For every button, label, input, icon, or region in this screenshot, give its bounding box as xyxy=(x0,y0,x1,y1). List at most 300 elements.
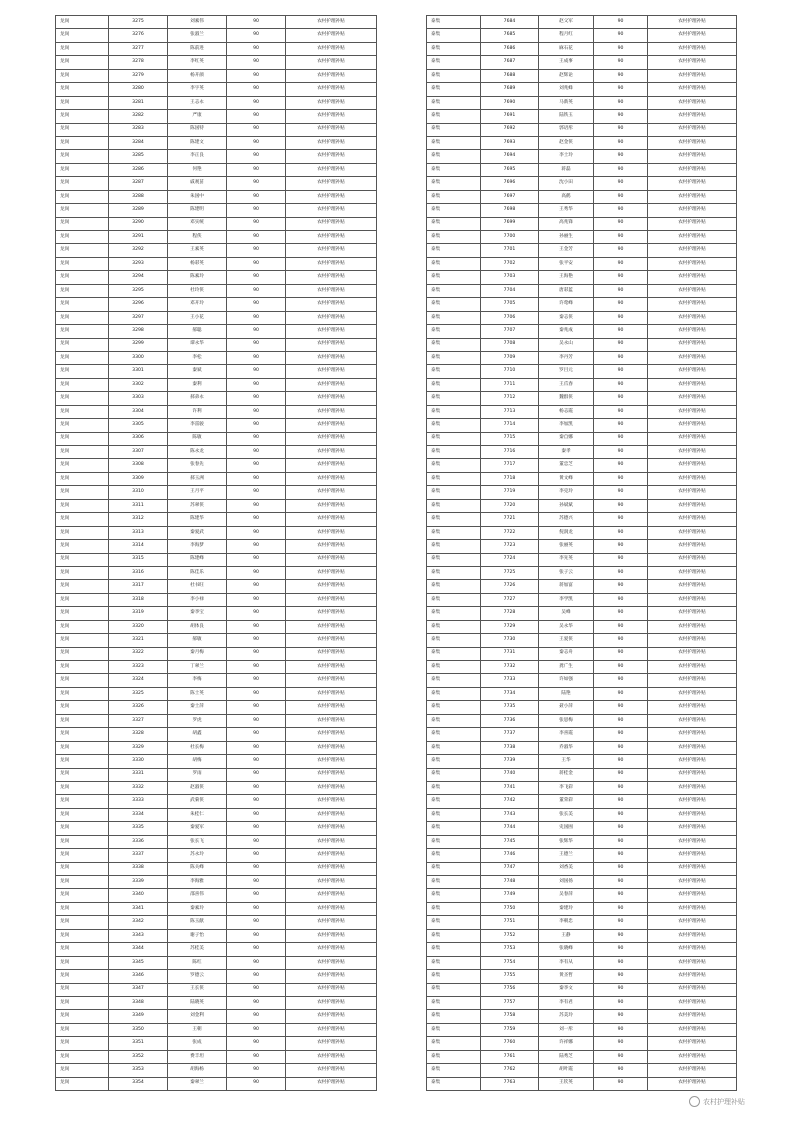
name-cell: 王小花 xyxy=(168,311,227,324)
table-row xyxy=(56,136,377,149)
amount-cell: 90 xyxy=(594,204,648,217)
serial-cell: 7739 xyxy=(481,755,539,768)
serial-cell: 3324 xyxy=(109,674,168,687)
serial-cell: 3293 xyxy=(109,257,168,270)
category-cell: 农村护理补贴 xyxy=(648,1023,737,1036)
amount-cell: 90 xyxy=(227,1010,286,1023)
table-row xyxy=(427,257,737,270)
table-row xyxy=(427,983,737,996)
table-row xyxy=(56,311,377,324)
town-cell: 泰集 xyxy=(427,849,481,862)
town-cell: 泰集 xyxy=(427,701,481,714)
town-cell: 泰集 xyxy=(427,472,481,485)
town-cell: 泰集 xyxy=(427,553,481,566)
amount-cell: 90 xyxy=(227,687,286,700)
amount-cell: 90 xyxy=(227,647,286,660)
category-cell: 农村护理补贴 xyxy=(648,849,737,862)
serial-cell: 3308 xyxy=(109,459,168,472)
town-cell: 龙岗 xyxy=(56,956,109,969)
name-cell: 郝玉洲 xyxy=(168,472,227,485)
town-cell: 龙岗 xyxy=(56,96,109,109)
table-row xyxy=(56,42,377,55)
category-cell: 农村护理补贴 xyxy=(648,378,737,391)
town-cell: 龙岗 xyxy=(56,42,109,55)
category-cell: 农村护理补贴 xyxy=(648,69,737,82)
amount-cell: 90 xyxy=(594,472,648,485)
serial-cell: 3304 xyxy=(109,405,168,418)
name-cell: 张春先 xyxy=(168,459,227,472)
amount-cell: 90 xyxy=(227,781,286,794)
town-cell: 泰集 xyxy=(427,755,481,768)
amount-cell: 90 xyxy=(227,69,286,82)
name-cell: 李有从 xyxy=(539,956,594,969)
serial-cell: 7746 xyxy=(481,849,539,862)
name-cell: 胡叶霞 xyxy=(539,1064,594,1077)
category-cell: 农村护理补贴 xyxy=(648,1050,737,1063)
category-cell: 农村护理补贴 xyxy=(286,741,377,754)
name-cell: 张淑兰 xyxy=(168,29,227,42)
category-cell: 农村护理补贴 xyxy=(286,217,377,230)
serial-cell: 3287 xyxy=(109,177,168,190)
table-row xyxy=(427,781,737,794)
category-cell: 农村护理补贴 xyxy=(648,365,737,378)
table-row xyxy=(56,69,377,82)
town-cell: 泰集 xyxy=(427,459,481,472)
table-row xyxy=(427,1050,737,1063)
name-cell: 陆铁玉 xyxy=(539,110,594,123)
town-cell: 龙岗 xyxy=(56,1023,109,1036)
name-cell: 刘国扬 xyxy=(539,876,594,889)
serial-cell: 7713 xyxy=(481,405,539,418)
category-cell: 农村护理补贴 xyxy=(286,822,377,835)
amount-cell: 90 xyxy=(594,526,648,539)
table-row xyxy=(56,150,377,163)
category-cell: 农村护理补贴 xyxy=(286,163,377,176)
category-cell: 农村护理补贴 xyxy=(286,365,377,378)
town-cell: 泰集 xyxy=(427,150,481,163)
category-cell: 农村护理补贴 xyxy=(648,916,737,929)
table-row xyxy=(427,486,737,499)
name-cell: 邓开玲 xyxy=(168,298,227,311)
town-cell: 龙岗 xyxy=(56,902,109,915)
town-cell: 龙岗 xyxy=(56,1050,109,1063)
table-row xyxy=(427,849,737,862)
table-row xyxy=(56,674,377,687)
town-cell: 龙岗 xyxy=(56,365,109,378)
category-cell: 农村护理补贴 xyxy=(648,876,737,889)
table-row xyxy=(427,56,737,69)
serial-cell: 7688 xyxy=(481,69,539,82)
name-cell: 李松 xyxy=(168,351,227,364)
table-row xyxy=(427,83,737,96)
table-row xyxy=(427,607,737,620)
table-row xyxy=(427,432,737,445)
serial-cell: 3316 xyxy=(109,566,168,579)
category-cell: 农村护理补贴 xyxy=(286,714,377,727)
table-row xyxy=(56,325,377,338)
category-cell: 农村护理补贴 xyxy=(648,56,737,69)
serial-cell: 3294 xyxy=(109,271,168,284)
amount-cell: 90 xyxy=(227,580,286,593)
serial-cell: 7761 xyxy=(481,1050,539,1063)
name-cell: 李梅 xyxy=(168,674,227,687)
serial-cell: 7763 xyxy=(481,1077,539,1090)
town-cell: 龙岗 xyxy=(56,446,109,459)
town-cell: 泰集 xyxy=(427,889,481,902)
serial-cell: 3280 xyxy=(109,83,168,96)
category-cell: 农村护理补贴 xyxy=(648,432,737,445)
subsidy-table-right xyxy=(426,15,737,1091)
name-cell: 孙斌斌 xyxy=(539,499,594,512)
category-cell: 农村护理补贴 xyxy=(648,687,737,700)
category-cell: 农村护理补贴 xyxy=(286,311,377,324)
name-cell: 陈佳乐 xyxy=(168,566,227,579)
amount-cell: 90 xyxy=(594,902,648,915)
category-cell: 农村护理补贴 xyxy=(648,204,737,217)
town-cell: 龙岗 xyxy=(56,1010,109,1023)
name-cell: 秦建玲 xyxy=(539,902,594,915)
town-cell: 泰集 xyxy=(427,16,481,29)
category-cell: 农村护理补贴 xyxy=(648,177,737,190)
name-cell: 秦士萍 xyxy=(168,701,227,714)
table-row xyxy=(427,244,737,257)
town-cell: 龙岗 xyxy=(56,1077,109,1090)
name-cell: 王爪春 xyxy=(539,378,594,391)
table-row xyxy=(56,795,377,808)
serial-cell: 7743 xyxy=(481,808,539,821)
name-cell: 蒋桂金 xyxy=(539,768,594,781)
amount-cell: 90 xyxy=(594,755,648,768)
name-cell: 吴永山 xyxy=(539,338,594,351)
town-cell: 泰集 xyxy=(427,123,481,136)
amount-cell: 90 xyxy=(227,768,286,781)
name-cell: 罗目元 xyxy=(539,365,594,378)
wechat-icon xyxy=(689,1096,700,1107)
town-cell: 龙岗 xyxy=(56,889,109,902)
category-cell: 农村护理补贴 xyxy=(286,459,377,472)
serial-cell: 3335 xyxy=(109,822,168,835)
serial-cell: 3301 xyxy=(109,365,168,378)
category-cell: 农村护理补贴 xyxy=(648,1037,737,1050)
amount-cell: 90 xyxy=(594,835,648,848)
serial-cell: 7726 xyxy=(481,580,539,593)
town-cell: 泰集 xyxy=(427,513,481,526)
category-cell: 农村护理补贴 xyxy=(286,701,377,714)
name-cell: 王德兰 xyxy=(539,849,594,862)
town-cell: 泰集 xyxy=(427,970,481,983)
table-row xyxy=(427,446,737,459)
amount-cell: 90 xyxy=(594,217,648,230)
amount-cell: 90 xyxy=(227,284,286,297)
name-cell: 陈建文 xyxy=(168,136,227,149)
serial-cell: 3290 xyxy=(109,217,168,230)
serial-cell: 7734 xyxy=(481,687,539,700)
town-cell: 泰集 xyxy=(427,217,481,230)
town-cell: 龙岗 xyxy=(56,741,109,754)
town-cell: 泰集 xyxy=(427,647,481,660)
name-cell: 李士玲 xyxy=(539,150,594,163)
town-cell: 龙岗 xyxy=(56,325,109,338)
town-cell: 泰集 xyxy=(427,1077,481,1090)
table-row xyxy=(427,862,737,875)
table-row xyxy=(56,231,377,244)
table-row xyxy=(427,755,737,768)
table-row xyxy=(56,204,377,217)
amount-cell: 90 xyxy=(227,876,286,889)
serial-cell: 7716 xyxy=(481,446,539,459)
table-row xyxy=(427,916,737,929)
amount-cell: 90 xyxy=(594,325,648,338)
table-row xyxy=(427,687,737,700)
name-cell: 秦素玲 xyxy=(168,902,227,915)
category-cell: 农村护理补贴 xyxy=(648,217,737,230)
amount-cell: 90 xyxy=(594,405,648,418)
category-cell: 农村护理补贴 xyxy=(286,325,377,338)
name-cell: 王海艳 xyxy=(539,271,594,284)
name-cell: 王金芳 xyxy=(539,244,594,257)
town-cell: 龙岗 xyxy=(56,405,109,418)
amount-cell: 90 xyxy=(227,231,286,244)
name-cell: 张成 xyxy=(168,1037,227,1050)
table-row xyxy=(56,177,377,190)
category-cell: 农村护理补贴 xyxy=(648,42,737,55)
amount-cell: 90 xyxy=(227,311,286,324)
table-row xyxy=(427,29,737,42)
name-cell: 秦爱军 xyxy=(168,822,227,835)
table-row xyxy=(56,1010,377,1023)
category-cell: 农村护理补贴 xyxy=(648,499,737,512)
table-row xyxy=(427,459,737,472)
amount-cell: 90 xyxy=(594,916,648,929)
amount-cell: 90 xyxy=(594,338,648,351)
town-cell: 龙岗 xyxy=(56,970,109,983)
town-cell: 龙岗 xyxy=(56,916,109,929)
serial-cell: 7745 xyxy=(481,835,539,848)
amount-cell: 90 xyxy=(227,553,286,566)
amount-cell: 90 xyxy=(594,808,648,821)
serial-cell: 7740 xyxy=(481,768,539,781)
name-cell: 张辉华 xyxy=(539,835,594,848)
table-row xyxy=(56,768,377,781)
serial-cell: 3350 xyxy=(109,1023,168,1036)
serial-cell: 3302 xyxy=(109,378,168,391)
serial-cell: 7715 xyxy=(481,432,539,445)
category-cell: 农村护理补贴 xyxy=(286,540,377,553)
amount-cell: 90 xyxy=(594,553,648,566)
town-cell: 泰集 xyxy=(427,728,481,741)
category-cell: 农村护理补贴 xyxy=(648,244,737,257)
name-cell: 胡梅 xyxy=(168,755,227,768)
name-cell: 董荣彩 xyxy=(539,795,594,808)
amount-cell: 90 xyxy=(227,365,286,378)
name-cell: 陆艳 xyxy=(539,687,594,700)
serial-cell: 3307 xyxy=(109,446,168,459)
amount-cell: 90 xyxy=(594,983,648,996)
serial-cell: 7725 xyxy=(481,566,539,579)
table-row xyxy=(56,822,377,835)
amount-cell: 90 xyxy=(594,889,648,902)
table-row xyxy=(427,808,737,821)
category-cell: 农村护理补贴 xyxy=(286,983,377,996)
serial-cell: 7720 xyxy=(481,499,539,512)
table-row xyxy=(56,714,377,727)
serial-cell: 7729 xyxy=(481,620,539,633)
serial-cell: 7711 xyxy=(481,378,539,391)
name-cell: 秦斌 xyxy=(168,365,227,378)
category-cell: 农村护理补贴 xyxy=(648,889,737,902)
town-cell: 泰集 xyxy=(427,1037,481,1050)
serial-cell: 3352 xyxy=(109,1050,168,1063)
amount-cell: 90 xyxy=(594,150,648,163)
name-cell: 黄文峰 xyxy=(539,472,594,485)
serial-cell: 3300 xyxy=(109,351,168,364)
amount-cell: 90 xyxy=(594,486,648,499)
amount-cell: 90 xyxy=(227,419,286,432)
subsidy-table-left-body xyxy=(56,16,377,1091)
serial-cell: 7758 xyxy=(481,1010,539,1023)
table-row xyxy=(56,876,377,889)
town-cell: 龙岗 xyxy=(56,674,109,687)
name-cell: 苏翠侠 xyxy=(168,499,227,512)
town-cell: 龙岗 xyxy=(56,123,109,136)
name-cell: 王钦英 xyxy=(539,1077,594,1090)
name-cell: 张丽英 xyxy=(539,540,594,553)
amount-cell: 90 xyxy=(594,996,648,1009)
amount-cell: 90 xyxy=(594,741,648,754)
town-cell: 龙岗 xyxy=(56,231,109,244)
name-cell: 高鹤 xyxy=(539,190,594,203)
serial-cell: 3337 xyxy=(109,849,168,862)
name-cell: 刘一彤 xyxy=(539,1023,594,1036)
table-row xyxy=(56,566,377,579)
category-cell: 农村护理补贴 xyxy=(648,459,737,472)
name-cell: 郝敏 xyxy=(168,634,227,647)
table-row xyxy=(56,284,377,297)
category-cell: 农村护理补贴 xyxy=(286,29,377,42)
category-cell: 农村护理补贴 xyxy=(286,1050,377,1063)
name-cell: 王月平 xyxy=(168,486,227,499)
amount-cell: 90 xyxy=(227,849,286,862)
serial-cell: 3329 xyxy=(109,741,168,754)
amount-cell: 90 xyxy=(594,1077,648,1090)
table-row xyxy=(427,701,737,714)
name-cell: 张长美 xyxy=(539,808,594,821)
name-cell: 秦爱武 xyxy=(168,526,227,539)
amount-cell: 90 xyxy=(594,876,648,889)
category-cell: 农村护理补贴 xyxy=(286,513,377,526)
town-cell: 龙岗 xyxy=(56,284,109,297)
table-row xyxy=(427,996,737,1009)
serial-cell: 3286 xyxy=(109,163,168,176)
table-row xyxy=(56,244,377,257)
amount-cell: 90 xyxy=(227,902,286,915)
town-cell: 泰集 xyxy=(427,257,481,270)
name-cell: 朱国中 xyxy=(168,190,227,203)
town-cell: 泰集 xyxy=(427,741,481,754)
serial-cell: 3275 xyxy=(109,16,168,29)
serial-cell: 7755 xyxy=(481,970,539,983)
town-cell: 龙岗 xyxy=(56,580,109,593)
category-cell: 农村护理补贴 xyxy=(648,996,737,1009)
category-cell: 农村护理补贴 xyxy=(286,83,377,96)
category-cell: 农村护理补贴 xyxy=(286,42,377,55)
table-row xyxy=(427,365,737,378)
serial-cell: 7728 xyxy=(481,607,539,620)
table-row xyxy=(427,271,737,284)
category-cell: 农村护理补贴 xyxy=(286,661,377,674)
name-cell: 陈素玲 xyxy=(168,271,227,284)
category-cell: 农村护理补贴 xyxy=(648,674,737,687)
serial-cell: 3321 xyxy=(109,634,168,647)
name-cell: 陈士英 xyxy=(168,687,227,700)
amount-cell: 90 xyxy=(594,56,648,69)
table-row xyxy=(56,56,377,69)
category-cell: 农村护理补贴 xyxy=(648,257,737,270)
category-cell: 农村护理补贴 xyxy=(648,16,737,29)
amount-cell: 90 xyxy=(227,835,286,848)
serial-cell: 3353 xyxy=(109,1064,168,1077)
town-cell: 龙岗 xyxy=(56,661,109,674)
table-row xyxy=(427,1064,737,1077)
name-cell: 胡海杨 xyxy=(168,1064,227,1077)
amount-cell: 90 xyxy=(227,996,286,1009)
amount-cell: 90 xyxy=(227,298,286,311)
town-cell: 龙岗 xyxy=(56,983,109,996)
name-cell: 谭永华 xyxy=(168,338,227,351)
name-cell: 乔淑华 xyxy=(539,741,594,754)
town-cell: 龙岗 xyxy=(56,190,109,203)
category-cell: 农村护理补贴 xyxy=(648,1010,737,1023)
town-cell: 泰集 xyxy=(427,311,481,324)
serial-cell: 7689 xyxy=(481,83,539,96)
amount-cell: 90 xyxy=(594,163,648,176)
serial-cell: 3347 xyxy=(109,983,168,996)
town-cell: 泰集 xyxy=(427,42,481,55)
serial-cell: 7749 xyxy=(481,889,539,902)
town-cell: 泰集 xyxy=(427,29,481,42)
table-row xyxy=(427,526,737,539)
category-cell: 农村护理补贴 xyxy=(286,338,377,351)
amount-cell: 90 xyxy=(594,929,648,942)
town-cell: 泰集 xyxy=(427,110,481,123)
amount-cell: 90 xyxy=(594,943,648,956)
name-cell: 李字英 xyxy=(168,83,227,96)
table-row xyxy=(56,970,377,983)
table-row xyxy=(56,687,377,700)
name-cell: 刘香美 xyxy=(539,862,594,875)
name-cell: 谢子怡 xyxy=(168,929,227,942)
serial-cell: 3276 xyxy=(109,29,168,42)
town-cell: 泰集 xyxy=(427,1023,481,1036)
town-cell: 泰集 xyxy=(427,795,481,808)
amount-cell: 90 xyxy=(227,661,286,674)
name-cell: 赵淑侠 xyxy=(168,781,227,794)
amount-cell: 90 xyxy=(594,257,648,270)
town-cell: 龙岗 xyxy=(56,499,109,512)
serial-cell: 7699 xyxy=(481,217,539,230)
name-cell: 李先英 xyxy=(539,553,594,566)
town-cell: 泰集 xyxy=(427,499,481,512)
amount-cell: 90 xyxy=(594,620,648,633)
serial-cell: 3342 xyxy=(109,916,168,929)
table-row xyxy=(56,459,377,472)
category-cell: 农村护理补贴 xyxy=(286,378,377,391)
serial-cell: 7718 xyxy=(481,472,539,485)
amount-cell: 90 xyxy=(227,714,286,727)
category-cell: 农村护理补贴 xyxy=(648,795,737,808)
amount-cell: 90 xyxy=(594,1023,648,1036)
name-cell: 苏永玲 xyxy=(168,849,227,862)
